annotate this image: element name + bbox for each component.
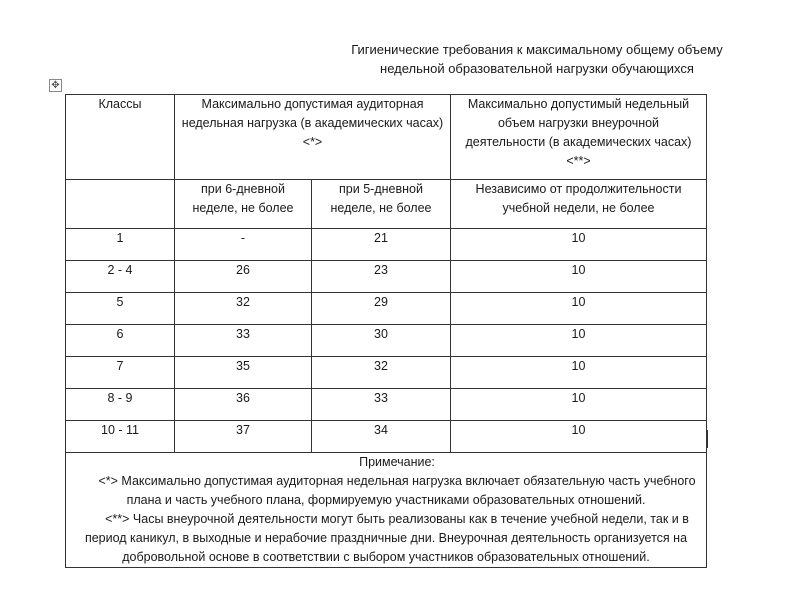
cell-grade: 10 - 11 xyxy=(66,421,175,453)
note-1: <*> Максимально допустимая аудиторная недельная нагрузка включает обязательную часть учебного плана и часть учебного плана, формируемую участниками образовательных отношений. xyxy=(98,474,696,507)
subheader-five-day: при 5-дневной неделе, не более xyxy=(312,180,451,229)
cell-six-day: 35 xyxy=(175,357,312,389)
table-row xyxy=(66,325,707,357)
cell-extra: 10 xyxy=(451,293,707,325)
cell-extra: 10 xyxy=(451,229,707,261)
cell-six-day: 33 xyxy=(175,325,312,357)
cell-grade: 6 xyxy=(66,325,175,357)
header-extracurricular-load: Максимально допустимый недельный объем нагрузки внеурочной деятельности (в академических часах) <**> xyxy=(451,95,707,180)
cell-extra: 10 xyxy=(451,357,707,389)
table-header-row xyxy=(66,95,707,180)
cell-six-day: 32 xyxy=(175,293,312,325)
cell-grade: 8 - 9 xyxy=(66,389,175,421)
cell-five-day: 29 xyxy=(312,293,451,325)
cell-five-day: 21 xyxy=(312,229,451,261)
cell-six-day: 36 xyxy=(175,389,312,421)
cell-extra: 10 xyxy=(451,389,707,421)
title-line-1: Гигиенические требования к максимальному общему объему xyxy=(351,42,723,57)
note-cell xyxy=(66,453,707,568)
move-cross-icon[interactable]: ✥ xyxy=(49,79,62,92)
cell-five-day: 33 xyxy=(312,389,451,421)
cell-extra: 10 xyxy=(451,261,707,293)
table-subheader-row xyxy=(66,180,707,229)
table-row xyxy=(66,389,707,421)
load-requirements-table xyxy=(65,94,707,568)
subheader-six-day: при 6-дневной неделе, не более xyxy=(175,180,312,229)
cell-grade: 2 - 4 xyxy=(66,261,175,293)
table-row xyxy=(66,261,707,293)
cell-five-day: 34 xyxy=(312,421,451,453)
cell-six-day: 37 xyxy=(175,421,312,453)
title-line-2: недельной образовательной нагрузки обучающихся xyxy=(380,61,694,76)
table-row xyxy=(66,293,707,325)
cell-six-day: - xyxy=(175,229,312,261)
cell-extra: 10 xyxy=(451,325,707,357)
note-2: <**> Часы внеурочной деятельности могут быть реализованы как в течение учебной недели, так и в период каникул, в выходные и нерабочие праздничные дни. Внеурочная деятельность организуется на добровольной основе в соответствии с выбором участников образовательных отношений. xyxy=(84,512,689,564)
cell-grade: 1 xyxy=(66,229,175,261)
table-note-row xyxy=(66,453,707,568)
cell-five-day: 30 xyxy=(312,325,451,357)
table-row xyxy=(66,229,707,261)
text-cursor xyxy=(707,430,708,448)
cell-grade: 7 xyxy=(66,357,175,389)
cell-extra: 10 xyxy=(451,421,707,453)
table-row xyxy=(66,357,707,389)
header-audit-load: Максимально допустимая аудиторная недельная нагрузка (в академических часах) <*> xyxy=(175,95,451,180)
table-row xyxy=(66,421,707,453)
cell-five-day: 32 xyxy=(312,357,451,389)
subheader-any-week: Независимо от продолжительности учебной недели, не более xyxy=(451,180,707,229)
document-title xyxy=(327,40,747,78)
cell-five-day: 23 xyxy=(312,261,451,293)
cell-grade: 5 xyxy=(66,293,175,325)
subheader-empty xyxy=(66,180,175,229)
header-classes: Классы xyxy=(66,95,175,180)
cell-six-day: 26 xyxy=(175,261,312,293)
note-heading: Примечание: xyxy=(359,455,435,469)
